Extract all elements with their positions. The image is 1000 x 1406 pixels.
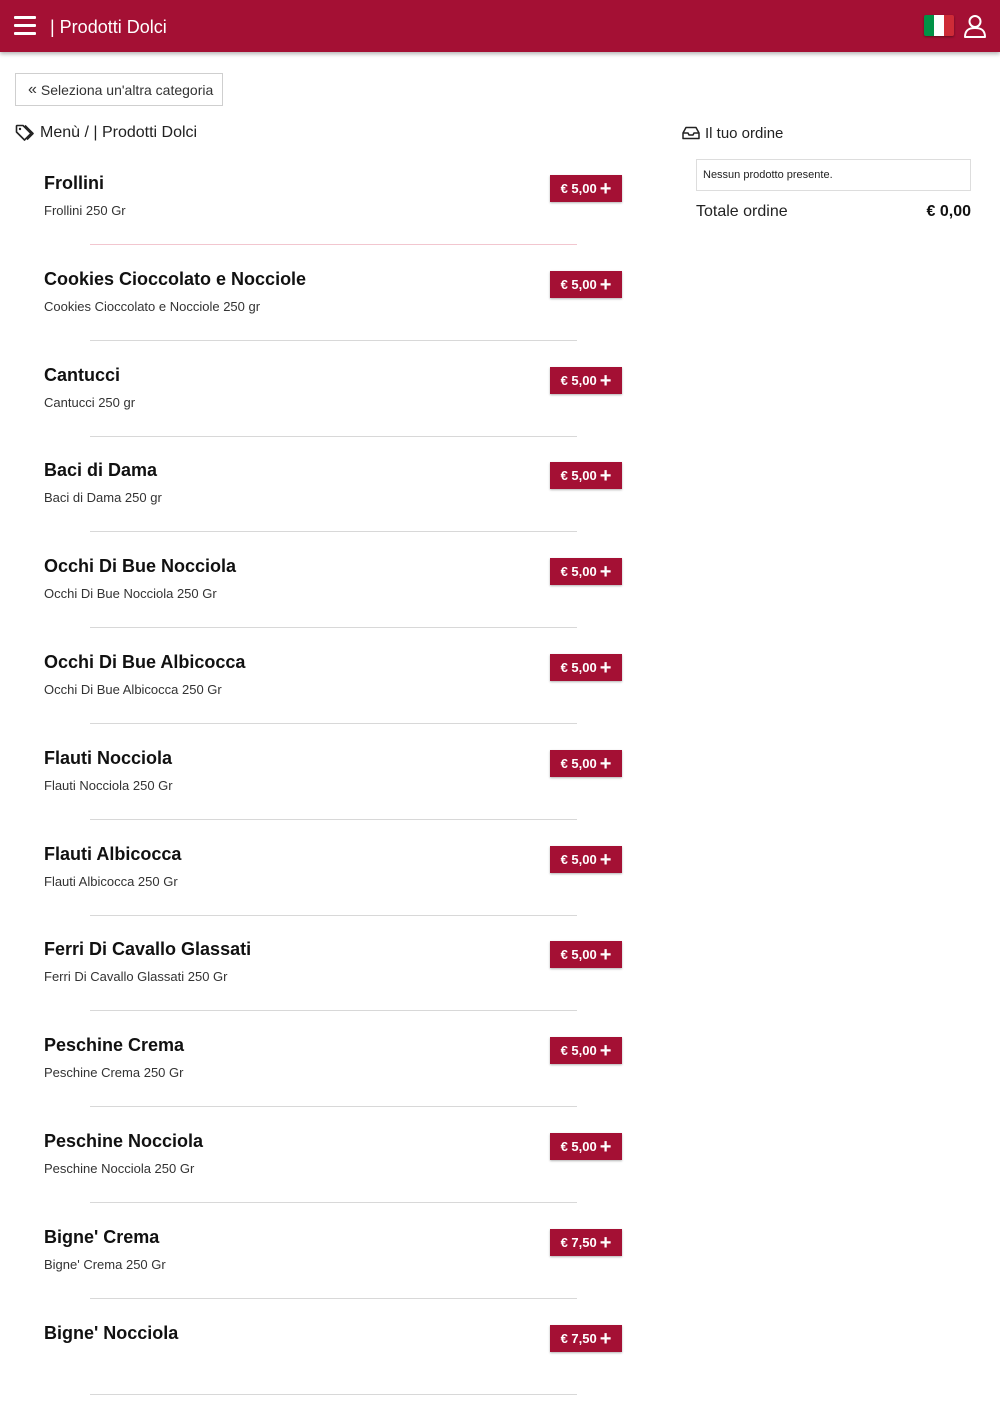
product-item <box>0 926 640 1022</box>
double-chevron-left-icon: « <box>28 80 37 98</box>
product-item <box>0 735 640 831</box>
plus-icon: + <box>599 1231 612 1254</box>
product-name: Peschine Crema <box>44 1035 185 1055</box>
product-item <box>0 160 640 256</box>
italy-flag-icon[interactable] <box>924 15 954 36</box>
tag-icon <box>15 124 37 142</box>
item-divider <box>90 627 577 628</box>
item-divider <box>90 819 577 820</box>
product-description: Cookies Cioccolato e Nocciole 250 gr <box>44 299 261 314</box>
item-divider <box>90 1394 577 1395</box>
add-to-order-button[interactable] <box>550 271 622 298</box>
product-price: € 5,00 <box>560 660 597 675</box>
plus-icon: + <box>599 560 612 583</box>
product-description: Occhi Di Bue Albicocca 250 Gr <box>44 682 222 697</box>
plus-icon: + <box>599 1135 612 1158</box>
product-item <box>0 1118 640 1214</box>
product-name: Cookies Cioccolato e Nocciole <box>44 269 307 289</box>
product-item <box>0 1310 640 1406</box>
select-category-label: Seleziona un'altra categoria <box>40 81 214 98</box>
item-divider <box>90 1010 577 1011</box>
item-divider <box>90 915 577 916</box>
add-to-order-button[interactable] <box>550 1325 622 1352</box>
product-item <box>0 831 640 927</box>
product-price: € 5,00 <box>560 1139 597 1154</box>
product-price: € 7,50 <box>560 1235 597 1250</box>
item-divider <box>90 244 577 245</box>
order-total-label: Totale ordine <box>696 203 788 220</box>
item-divider <box>90 723 577 724</box>
add-to-order-button[interactable] <box>550 1229 622 1256</box>
product-description: Ferri Di Cavallo Glassati 250 Gr <box>44 969 228 984</box>
item-divider <box>90 436 577 437</box>
product-item <box>0 639 640 735</box>
item-divider <box>90 531 577 532</box>
product-price: € 5,00 <box>560 564 597 579</box>
product-price: € 5,00 <box>560 1043 597 1058</box>
product-price: € 5,00 <box>560 947 597 962</box>
inbox-icon <box>682 126 700 140</box>
order-items-box <box>696 159 971 191</box>
product-price: € 5,00 <box>560 181 597 196</box>
product-name: Baci di Dama <box>44 460 158 480</box>
product-item <box>0 447 640 543</box>
select-category-button[interactable] <box>15 73 223 106</box>
add-to-order-button[interactable] <box>550 558 622 585</box>
product-description: Peschine Crema 250 Gr <box>44 1065 184 1080</box>
product-name: Bigne' Nocciola <box>44 1323 179 1343</box>
plus-icon: + <box>599 464 612 487</box>
order-title: Il tuo ordine <box>705 124 784 142</box>
product-description: Frollini 250 Gr <box>44 203 126 218</box>
product-description: Bigne' Crema 250 Gr <box>44 1257 166 1272</box>
order-heading <box>682 123 783 143</box>
add-to-order-button[interactable] <box>550 750 622 777</box>
page-title: | Prodotti Dolci <box>50 17 167 37</box>
product-price: € 5,00 <box>560 852 597 867</box>
user-icon[interactable] <box>962 13 988 39</box>
plus-icon: + <box>599 369 612 392</box>
product-description: Flauti Nocciola 250 Gr <box>44 778 173 793</box>
breadcrumb <box>15 123 197 143</box>
product-name: Flauti Albicocca <box>44 844 182 864</box>
product-name: Cantucci <box>44 365 121 385</box>
product-name: Bigne' Crema <box>44 1227 160 1247</box>
item-divider <box>90 340 577 341</box>
product-price: € 5,00 <box>560 468 597 483</box>
plus-icon: + <box>599 752 612 775</box>
add-to-order-button[interactable] <box>550 654 622 681</box>
product-name: Occhi Di Bue Nocciola <box>44 556 237 576</box>
plus-icon: + <box>599 943 612 966</box>
product-item <box>0 1214 640 1310</box>
empty-order-text: Nessun prodotto presente. <box>703 169 833 181</box>
item-divider <box>90 1106 577 1107</box>
plus-icon: + <box>599 1039 612 1062</box>
plus-icon: + <box>599 1327 612 1350</box>
product-price: € 5,00 <box>560 756 597 771</box>
item-divider <box>90 1298 577 1299</box>
product-description: Peschine Nocciola 250 Gr <box>44 1161 195 1176</box>
add-to-order-button[interactable] <box>550 175 622 202</box>
product-name: Ferri Di Cavallo Glassati <box>44 939 252 959</box>
add-to-order-button[interactable] <box>550 462 622 489</box>
product-price: € 7,50 <box>560 1331 597 1346</box>
add-to-order-button[interactable] <box>550 1037 622 1064</box>
product-item <box>0 256 640 352</box>
plus-icon: + <box>599 273 612 296</box>
product-item <box>0 1022 640 1118</box>
product-description: Occhi Di Bue Nocciola 250 Gr <box>44 586 217 601</box>
order-total-value: € 0,00 <box>926 203 971 220</box>
product-price: € 5,00 <box>560 277 597 292</box>
plus-icon: + <box>599 656 612 679</box>
add-to-order-button[interactable] <box>550 846 622 873</box>
item-divider <box>90 1202 577 1203</box>
product-name: Occhi Di Bue Albicocca <box>44 652 246 672</box>
app-header <box>0 0 1000 52</box>
plus-icon: + <box>599 848 612 871</box>
plus-icon: + <box>599 177 612 200</box>
product-name: Flauti Nocciola <box>44 748 173 768</box>
add-to-order-button[interactable] <box>550 367 622 394</box>
product-description: Baci di Dama 250 gr <box>44 490 162 505</box>
product-description: Flauti Albicocca 250 Gr <box>44 874 178 889</box>
breadcrumb-text: Menù / | Prodotti Dolci <box>40 124 198 141</box>
product-price: € 5,00 <box>560 373 597 388</box>
add-to-order-button[interactable] <box>550 941 622 968</box>
product-name: Frollini <box>44 173 104 193</box>
hamburger-icon[interactable] <box>14 16 36 36</box>
product-item <box>0 543 640 639</box>
product-description: Cantucci 250 gr <box>44 395 136 410</box>
product-name: Peschine Nocciola <box>44 1131 204 1151</box>
add-to-order-button[interactable] <box>550 1133 622 1160</box>
product-item <box>0 352 640 448</box>
